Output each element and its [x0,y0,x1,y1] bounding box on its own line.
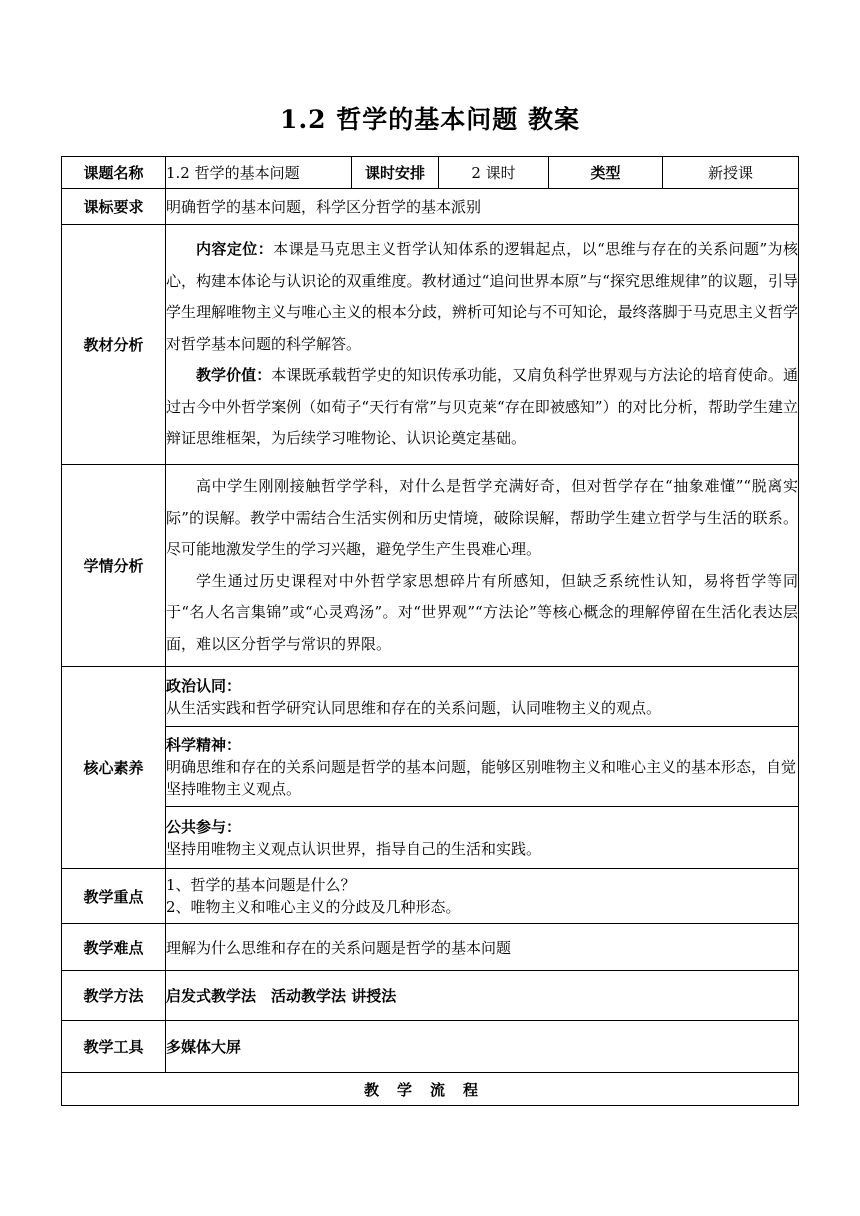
tools-text: 多媒体大屏 [166,1021,799,1073]
students-label: 学情分析 [62,465,166,667]
key-points-label: 教学重点 [62,869,166,924]
textbook-p1-lead: 内容定位： [196,240,274,259]
flow-row [62,1073,799,1106]
tools-row [62,1021,799,1073]
key-points-row [62,869,799,924]
page-title: 1.2 哲学的基本问题 教案 [280,105,580,134]
literacy-row-1 [62,667,799,727]
students-analysis [166,465,799,667]
literacy-text: 明确思维和存在的关系问题是哲学的基本问题，能够区别唯物主义和唯心主义的基本形态，自觉坚持唯物主义观点。 [166,757,797,798]
literacy-row-2 [62,727,799,807]
difficulty-text: 理解为什么思维和存在的关系问题是哲学的基本问题 [166,924,799,971]
key-point-1: 1、哲学的基本问题是什么？ [166,876,356,894]
students-row [62,465,799,667]
course-name-value: 1.2 哲学的基本问题 [166,157,352,189]
textbook-analysis [166,225,799,465]
key-points [166,869,799,924]
flow-heading: 教学流程 [62,1073,799,1106]
literacy-label: 核心素养 [62,667,166,869]
textbook-row [62,225,799,465]
students-p1: 高中学生刚刚接触哲学学科，对什么是哲学充满好奇，但对哲学存在“抽象难懂”“脱离实际”的误解。教学中需结合生活实例和历史情境，破除误解，帮助学生建立哲学与生活的联系。尽可能地激发学生的学习兴趣，避免学生产生畏难心理。 [166,477,798,558]
type-label: 类型 [549,157,663,189]
tools-label: 教学工具 [62,1021,166,1073]
textbook-p2-text: 本课既承载哲学史的知识传承功能，又肩负科学世界观与方法论的培育使命。通过古今中外哲学案例（如荀子“天行有常”与贝克莱“存在即被感知”）的对比分析，帮助学生建立辩证思维框架，为后续学习唯物论、认识论奠定基础。 [166,366,798,448]
literacy-heading: 科学精神： [166,735,242,754]
literacy-item [166,727,799,807]
textbook-label: 教材分析 [62,225,166,465]
literacy-text: 坚持用唯物主义观点认识世界，指导自己的生活和实践。 [166,839,542,858]
students-p2: 学生通过历史课程对中外哲学家思想碎片有所感知，但缺乏系统性认知，易将哲学等同于“名人名言集锦”或“心灵鸡汤”。对“世界观”“方法论”等核心概念的理解停留在生活化表达层面，难以区分哲学与常识的界限。 [166,571,798,653]
textbook-p2-lead: 教学价值： [196,366,272,385]
literacy-heading: 公共参与： [166,817,242,836]
methods-row [62,971,799,1021]
key-point-2: 2、唯物主义和唯心主义的分歧及几种形态。 [166,898,461,916]
schedule-value: 2 课时 [439,157,549,189]
methods-label: 教学方法 [62,971,166,1021]
standard-row [62,189,799,225]
lesson-plan-table [61,156,799,1106]
literacy-text: 从生活实践和哲学研究认同思维和存在的关系问题，认同唯物主义的观点。 [166,698,662,717]
header-row [62,157,799,189]
schedule-label: 课时安排 [352,157,439,189]
literacy-row-3 [62,807,799,869]
course-name-label: 课题名称 [62,157,166,189]
type-value: 新授课 [663,157,799,189]
difficulty-row [62,924,799,971]
literacy-item [166,667,799,727]
standard-label: 课标要求 [62,189,166,225]
literacy-heading: 政治认同： [166,676,242,695]
methods-text: 启发式教学法 活动教学法 讲授法 [166,971,799,1021]
difficulty-label: 教学难点 [62,924,166,971]
literacy-item [166,807,799,869]
textbook-p1-text: 本课是马克思主义哲学认知体系的逻辑起点，以“思维与存在的关系问题”为核心，构建本体论与认识论的双重维度。教材通过“追问世界本原”与“探究思维规律”的议题，引导学生理解唯物主义与唯心主义的根本分歧，辨析可知论与不可知论，最终落脚于马克思主义哲学对哲学基本问题的科学解答。 [166,240,798,353]
standard-text: 明确哲学的基本问题，科学区分哲学的基本派别 [166,189,799,225]
